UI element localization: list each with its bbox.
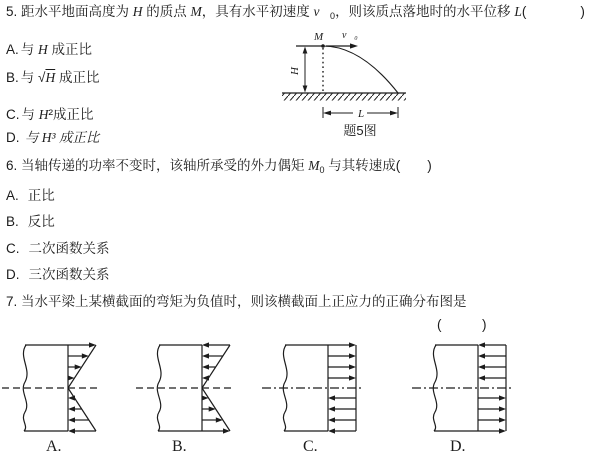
velocity-label: v⃗₀	[342, 30, 358, 41]
height-arrow	[303, 47, 308, 93]
diagram-label-c: C.	[303, 438, 318, 455]
q6-option-c	[6, 241, 110, 258]
option-label: C.	[6, 241, 20, 256]
stress-diagram-d	[412, 342, 517, 434]
height-label: H	[289, 67, 301, 75]
option-text: 二次函数关系	[28, 241, 110, 256]
q5-stem: 5. 距水平地面高度为 H 的质点 M，具有水平初速度 $v⃗_0$，则该质点落地时的水平位移 L( )	[6, 4, 585, 21]
q5-option-c	[6, 107, 94, 124]
q6-option-b	[6, 214, 55, 231]
option-text: 与 H 成正比	[20, 42, 93, 57]
diagram-label-a: A.	[46, 438, 62, 455]
q5-option-a	[6, 42, 92, 59]
q5-figure	[276, 26, 426, 142]
option-label: B.	[6, 214, 19, 229]
diagram-label-d: D.	[450, 438, 466, 455]
q6-option-a	[6, 188, 55, 205]
stress-diagram-a	[2, 342, 107, 434]
ground-hatch	[282, 94, 406, 101]
option-label: A.	[6, 42, 19, 57]
option-label: A.	[6, 188, 19, 203]
q6-stem: 6. 当轴传递的功率不变时，该轴所承受的外力偶矩 $M_0$ 与其转速成( )	[6, 158, 432, 175]
q6-option-d	[6, 267, 110, 284]
option-text: 正比	[27, 188, 55, 203]
option-label: B.	[6, 70, 19, 85]
stress-diagram-b	[136, 342, 241, 434]
option-text: 与 H³ 成正比	[21, 130, 100, 145]
option-label: D.	[6, 130, 20, 145]
figure-caption: 题5图	[343, 123, 377, 138]
trajectory-curve	[323, 46, 398, 93]
option-text: 与 H²成正比	[21, 107, 94, 122]
answer-blank: ( )	[437, 317, 487, 332]
diagram-label-b: B.	[172, 438, 187, 455]
stress-diagram-c	[262, 342, 367, 434]
option-text: 与 √H 成正比	[20, 70, 100, 85]
q7-stem: 7. 当水平梁上某横截面的弯矩为负值时，则该横截面上正应力的正确分布图是	[6, 294, 467, 309]
q5-option-b	[6, 70, 99, 87]
span-label: L	[358, 108, 365, 120]
q5-option-d	[6, 130, 99, 147]
mass-label: M	[314, 31, 324, 43]
option-text: 反比	[27, 214, 55, 229]
option-label: C.	[6, 107, 20, 122]
option-text: 三次函数关系	[28, 267, 110, 282]
option-label: D.	[6, 267, 20, 282]
